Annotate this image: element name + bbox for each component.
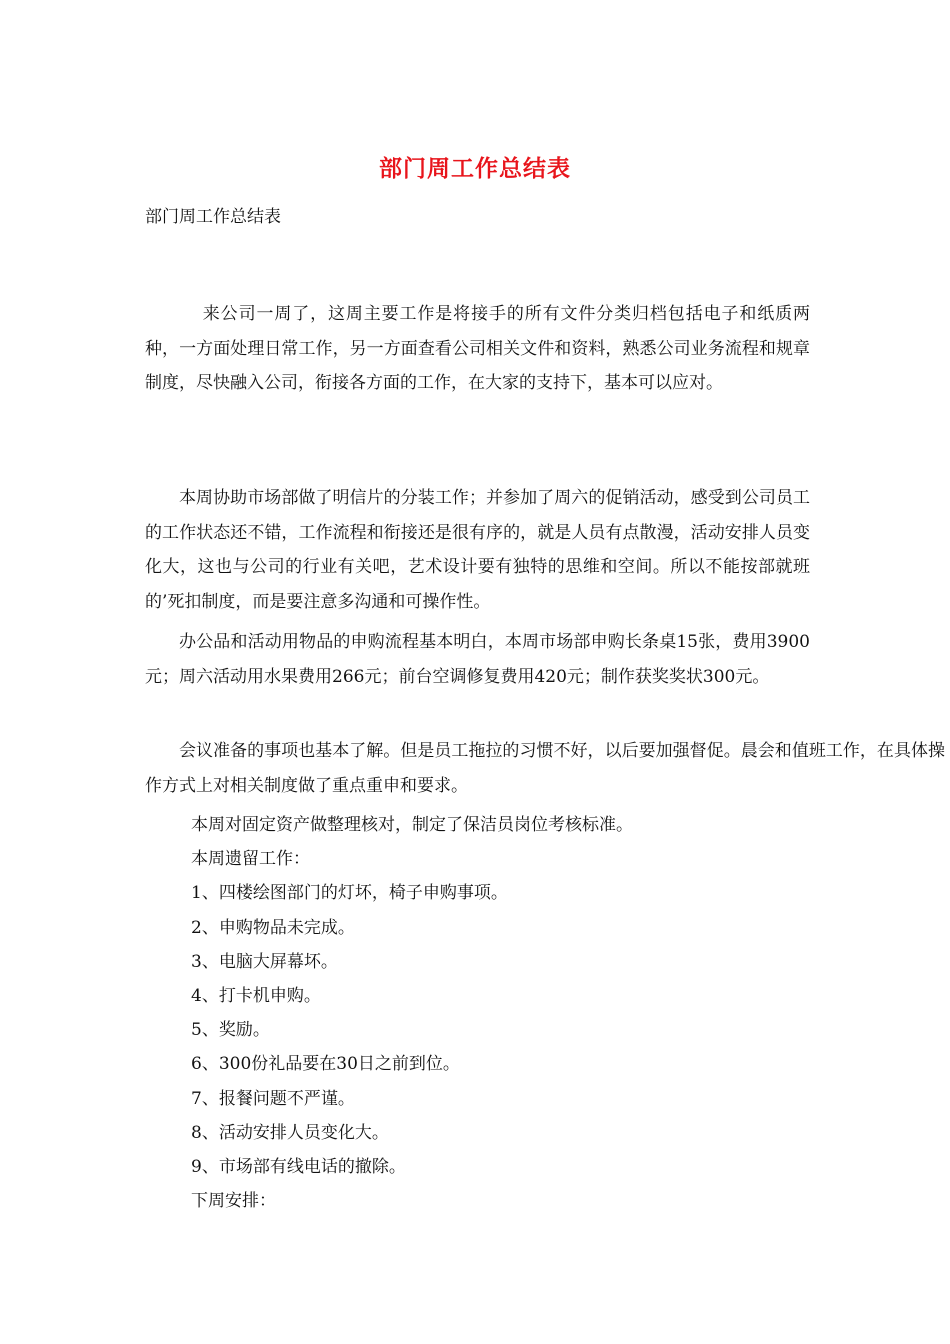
list-item: 2、申购物品未完成。 [191,917,355,938]
list-item: 6、300份礼品要在30日之前到位。 [191,1054,460,1075]
paragraph-meeting: 会议准备的事项也基本了解。但是员工拖拉的习惯不好，以后要加强督促。晨会和值班工作，在具体操作方式上对相关制度做了重点重申和要求。 [145,741,945,796]
paragraph-intro: 来公司一周了，这周主要工作是将接手的所有文件分类归档包括电子和纸质两种，一方面处理日常工作，另一方面查看公司相关文件和资料，熟悉公司业务流程和规章制度，尽快融入公司，衔接各方面的工作，在大家的支持下，基本可以应对。 [145,304,810,393]
list-item: 9、市场部有线电话的撤除。 [191,1157,406,1178]
document-title: 部门周工作总结表 [379,155,571,182]
list-item: 5、奖励。 [191,1020,270,1041]
list-item: 1、四楼绘图部门的灯坏，椅子申购事项。 [191,883,508,904]
list-item: 4、打卡机申购。 [191,986,321,1007]
pending-heading: 本周遗留工作： [191,849,310,870]
document-subtitle: 部门周工作总结表 [145,207,281,227]
list-item: 7、报餐问题不严谨。 [191,1088,355,1109]
list-item: 8、活动安排人员变化大。 [191,1122,389,1143]
assets-line: 本周对固定资产做整理核对，制定了保洁员岗位考核标准。 [191,815,633,835]
next-week-heading: 下周安排： [191,1191,276,1212]
paragraph-purchase: 办公品和活动用物品的申购流程基本明白，本周市场部申购长条桌15张，费用3900元；周六活动用水果费用266元；前台空调修复费用420元；制作获奖奖状300元。 [145,632,810,687]
list-item: 3、电脑大屏幕坏。 [191,951,338,972]
summary-list [145,808,845,1218]
paragraph-market-assist: 本周协助市场部做了明信片的分装工作；并参加了周六的促销活动，感受到公司员工的工作状态还不错，工作流程和衔接还是很有序的，就是人员有点散漫，活动安排人员变化大，这也与公司的行业有关吧，艺术设计要有独特的思维和空间。所以不能按部就班的’死扣制度，而是要注意多沟通和可操作性。 [145,488,810,612]
